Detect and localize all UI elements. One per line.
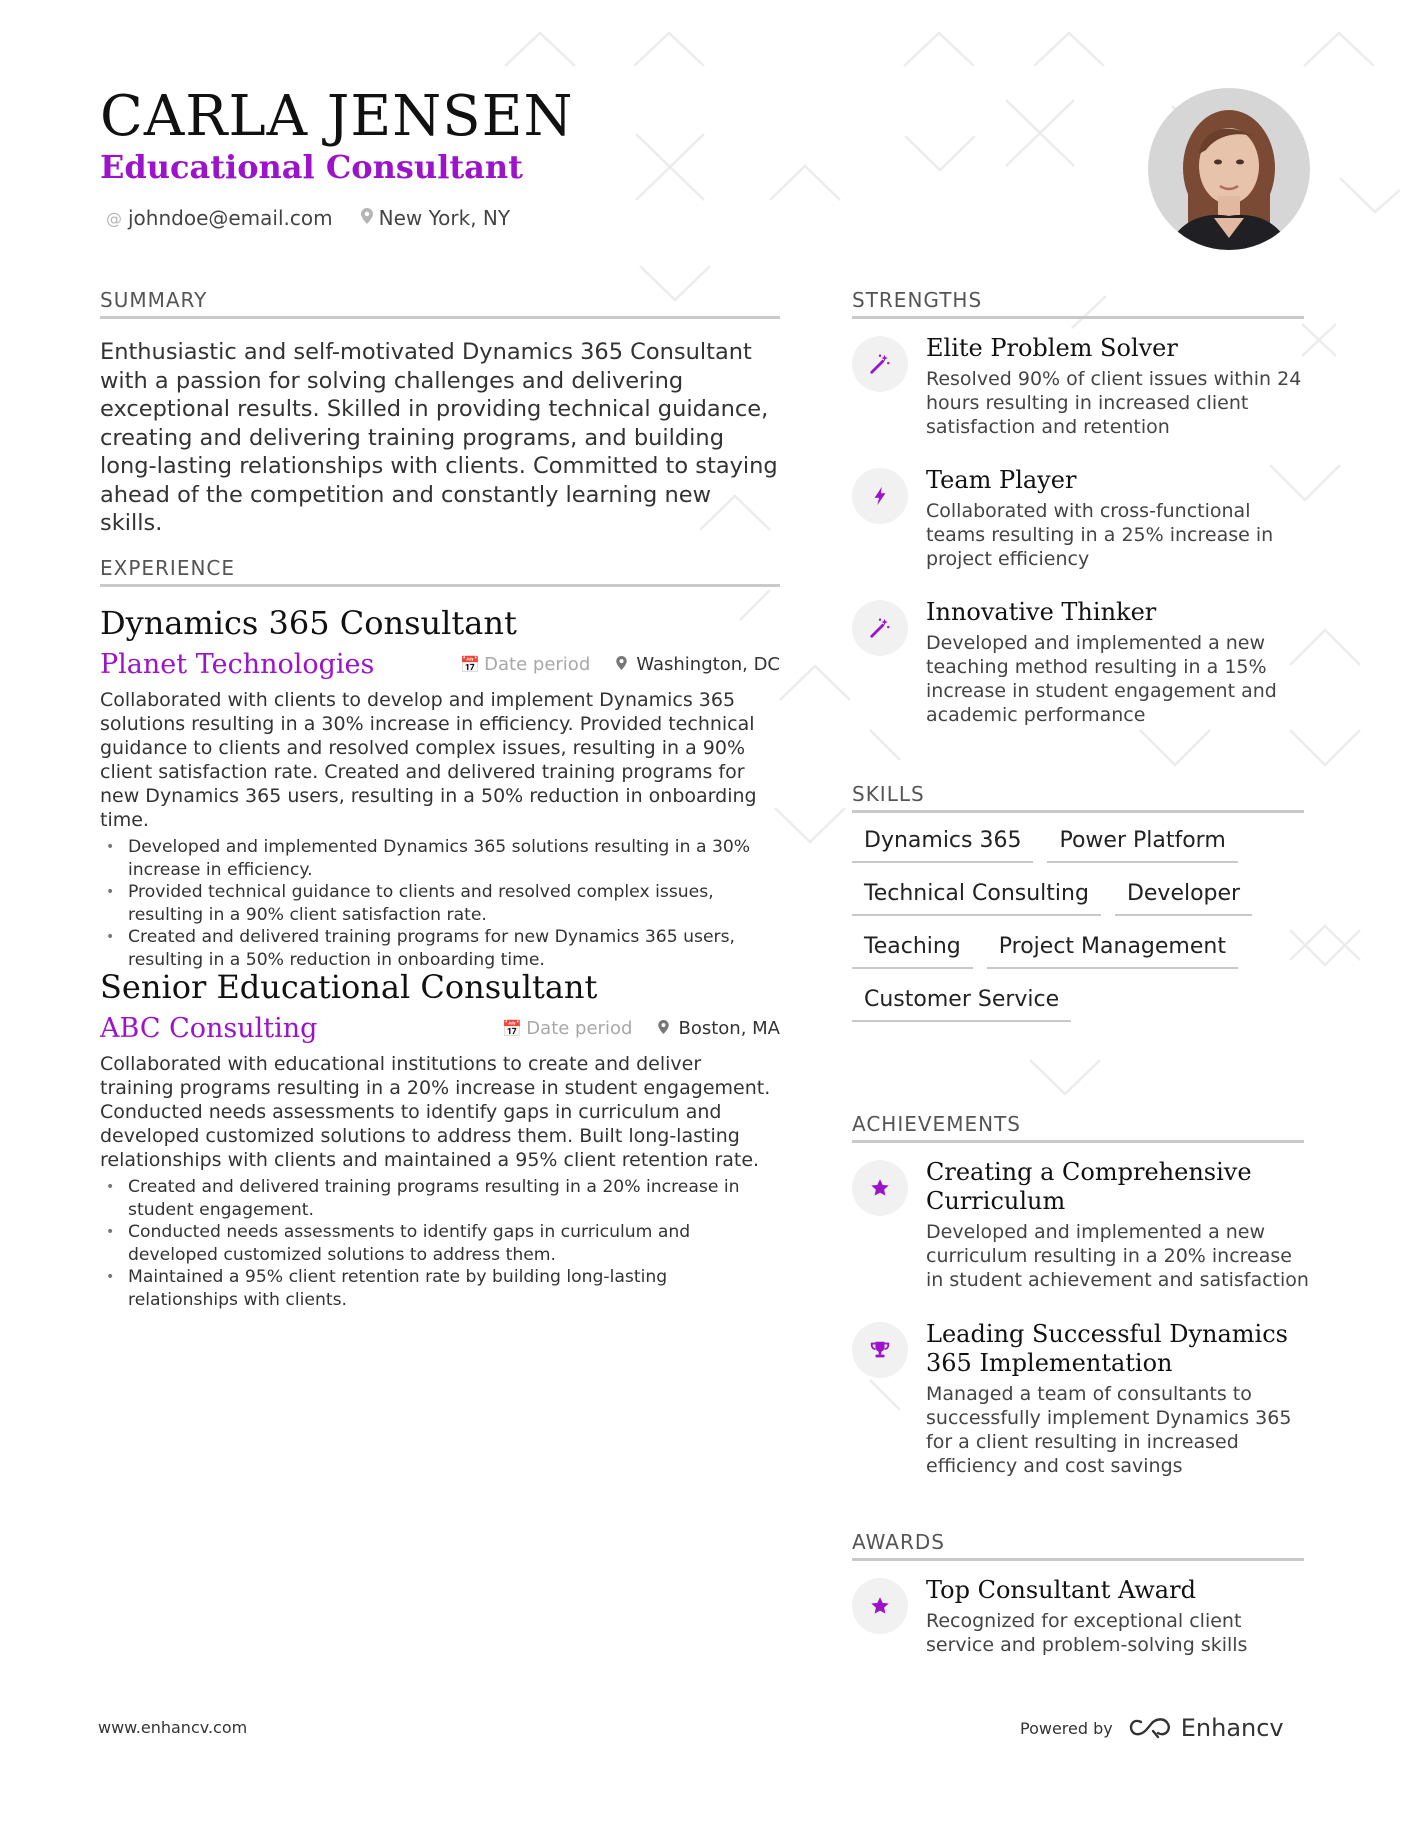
magic-wand-icon <box>852 336 908 392</box>
calendar-icon: 📅 <box>460 654 481 674</box>
job-title: Dynamics 365 Consultant <box>100 604 517 642</box>
experience-heading: EXPERIENCE <box>100 556 780 587</box>
brand-logo[interactable] <box>1127 1714 1284 1742</box>
awards-heading: AWARDS <box>852 1530 1304 1561</box>
summary-heading: SUMMARY <box>100 288 780 319</box>
powered-by <box>1020 1714 1284 1742</box>
achievement-title: Leading Successful Dynamics 365 Implementation <box>926 1320 1288 1377</box>
email-text: johndoe@email.com <box>128 206 333 230</box>
job-meta <box>502 1018 780 1039</box>
summary-text: Enthusiastic and self-motivated Dynamics 365 Consultant with a passion for solving challenges and delivering exceptional results. Skilled in providing technical guidance, creating and delivering training programs, and building long-lasting relationships with clients. Committed to staying ahead of the competition and constantly learning new skills. <box>100 339 778 536</box>
job-bullet: • Provided technical guidance to clients and resolved complex issues, resulting in a 90% client satisfaction rate. <box>100 881 780 926</box>
strength-title: Team Player <box>926 466 1077 494</box>
experience-entry <box>100 968 780 1311</box>
strength-text: Developed and implemented a new teaching method resulting in a 15% increase in student engagement and academic performance <box>926 632 1277 726</box>
achievement-text: Developed and implemented a new curriculum resulting in a 20% increase in student achievement and satisfaction <box>926 1221 1309 1291</box>
job-bullets <box>100 1176 780 1311</box>
company-name: Planet Technologies <box>100 648 375 680</box>
star-icon <box>852 1578 908 1634</box>
award-title: Top Consultant Award <box>926 1576 1196 1604</box>
candidate-name: CARLA JENSEN <box>100 84 574 149</box>
job-bullet: • Created and delivered training programs resulting in a 20% increase in student engagement. <box>100 1176 780 1221</box>
job-location: Boston, MA <box>658 1018 780 1039</box>
lightning-icon <box>852 468 908 524</box>
strengths-heading: STRENGTHS <box>852 288 1304 319</box>
award-text: Recognized for exceptional client service and problem-solving skills <box>926 1610 1248 1656</box>
skill-tag: Teaching <box>852 930 973 969</box>
powered-by-label: Powered by <box>1020 1718 1113 1738</box>
location-text: New York, NY <box>378 206 511 230</box>
job-bullets <box>100 836 780 971</box>
strength-text: Resolved 90% of client issues within 24 hours resulting in increased client satisfaction and retention <box>926 368 1302 438</box>
job-description: Collaborated with clients to develop and implement Dynamics 365 solutions resulting in a 30% increase in efficiency. Provided technical guidance to clients and resolved complex issues, resulting in a 90% client satisfaction rate. Created and delivered training programs for new Dynamics 365 users, resulting in a 50% reduction in onboarding time. <box>100 689 757 831</box>
strength-title: Innovative Thinker <box>926 598 1157 626</box>
skill-tag: Project Management <box>987 930 1238 969</box>
strength-text: Collaborated with cross-functional teams resulting in a 25% increase in project efficiency <box>926 500 1274 570</box>
job-bullet: • Maintained a 95% client retention rate by building long-lasting relationships with clients. <box>100 1266 780 1311</box>
calendar-icon: 📅 <box>502 1018 523 1038</box>
achievement-text: Managed a team of consultants to successfully implement Dynamics 365 for a client resulting in increased efficiency and cost savings <box>926 1383 1292 1477</box>
trophy-icon <box>852 1322 908 1378</box>
job-bullet: • Created and delivered training programs for new Dynamics 365 users, resulting in a 50% reduction in onboarding time. <box>100 926 780 971</box>
star-icon <box>852 1160 908 1216</box>
candidate-role: Educational Consultant <box>100 148 523 186</box>
contact-info <box>106 206 510 230</box>
location-pin-icon <box>616 655 632 674</box>
footer-url[interactable]: www.enhancv.com <box>98 1718 248 1737</box>
skill-tag: Dynamics 365 <box>852 824 1033 863</box>
job-meta <box>460 654 780 675</box>
job-subheader <box>100 1010 780 1046</box>
job-subheader <box>100 646 780 682</box>
enhancv-logo-icon <box>1127 1716 1173 1740</box>
experience-entry <box>100 604 780 971</box>
skill-tag: Developer <box>1115 877 1252 916</box>
profile-photo <box>1148 88 1310 250</box>
job-bullet: • Conducted needs assessments to identify gaps in curriculum and developed customized solutions to address them. <box>100 1221 780 1266</box>
job-date: 📅 Date period <box>502 1017 633 1039</box>
at-icon: @ <box>106 208 122 228</box>
job-location: Washington, DC <box>616 654 780 675</box>
skill-tag: Power Platform <box>1047 824 1237 863</box>
skills-list <box>852 824 1312 1022</box>
job-bullet: • Developed and implemented Dynamics 365 solutions resulting in a 30% increase in efficiency. <box>100 836 780 881</box>
achievement-title: Creating a Comprehensive Curriculum <box>926 1158 1252 1215</box>
achievements-heading: ACHIEVEMENTS <box>852 1112 1304 1143</box>
strength-title: Elite Problem Solver <box>926 334 1178 362</box>
skill-tag: Technical Consulting <box>852 877 1101 916</box>
brand-name: Enhancv <box>1180 1714 1284 1742</box>
job-date: 📅 Date period <box>460 653 591 675</box>
skill-tag: Customer Service <box>852 983 1071 1022</box>
location-pin-icon <box>361 208 373 228</box>
job-description: Collaborated with educational institutions to create and deliver training programs resulting in a 20% increase in student engagement. Conducted needs assessments to identify gaps in curriculum and developed customized solutions to address them. Built long-lasting relationships with clients and maintained a 95% client retention rate. <box>100 1053 771 1171</box>
job-title: Senior Educational Consultant <box>100 968 598 1006</box>
skills-heading: SKILLS <box>852 782 1304 813</box>
email-contact[interactable] <box>106 206 333 230</box>
location-contact <box>361 206 510 230</box>
magic-wand-icon <box>852 600 908 656</box>
company-name: ABC Consulting <box>100 1012 318 1044</box>
location-pin-icon <box>658 1019 674 1038</box>
